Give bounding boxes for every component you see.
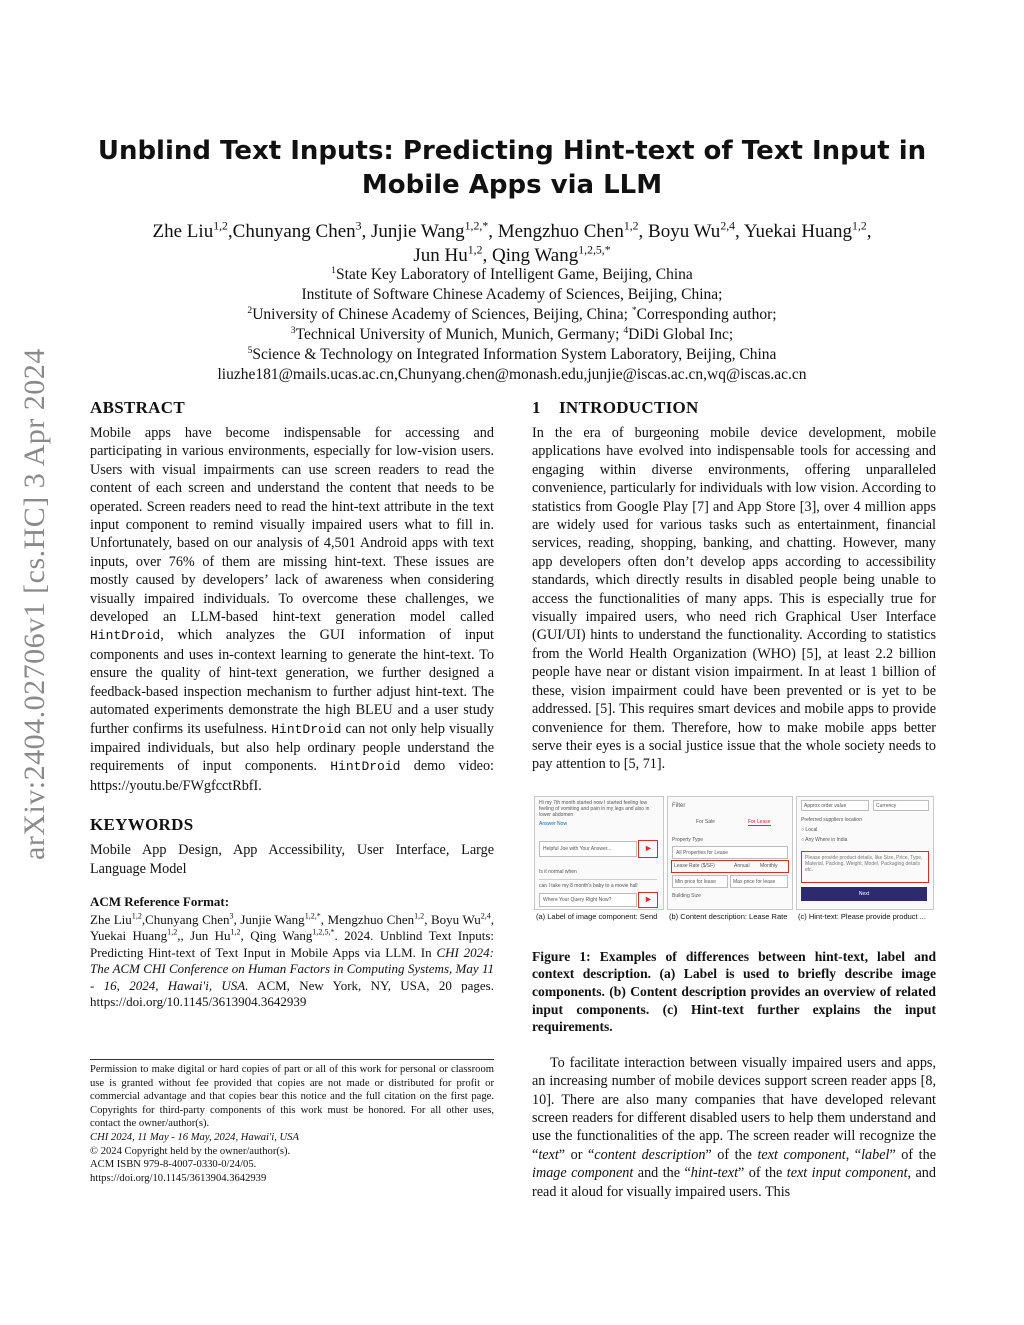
intro-para-1: In the era of burgeoning mobile device development, mobile applications have evolved into indispensable tools for accessing and engaging within diverse environments, offering unparalleled convenience, particularly for individuals with low vision. According to statistics from Google Play [7] and App Store [3], over 4 million apps are widely used for various tasks such as entertainment, financial services, reading, shopping, banking, and chatting. However, many app developers often don’t develop apps according to accessibility standards, which directly results in disabled people being unable to access the functionalities of many apps. This is especially true for visually impaired users, who need rich Graphical User Interface (GUI/UI) hints to understand the functionality. According to statistics from the World Health Organization (WHO) [5], at least 2.2 billion people have near or distant vision impairment. In at least 1 billion of these, vision impairment could have been prevented or is yet to be addressed. [5]. This requires smart devices and mobile apps to provide convenience for them. Therefore, how to make mobile apps better serve their eyes is a social justice issue that the whole society needs to pay attention to [5, 71]. — [532, 425, 936, 773]
figure-1-caption: Figure 1: Examples of differences between hint-text, label and context description. (a) Label is used to briefly describe image components. (b) Content description provides an overview of related input components. (c) Hint-text further explains the input requirements. — [532, 948, 936, 1035]
left-column — [90, 398, 494, 1010]
authors — [80, 220, 944, 268]
authors-line-1: Zhe Liu$^{1,2}$,Chunyang Chen$^3$, Junjie Wang$^{1,2,*}$, Mengzhuo Chen$^{1,2}$, Boyu Wu$^{2,4}$, Yuekai Huang$^{1,2}$, — [152, 219, 872, 242]
acm-reference-text: Zhe Liu$^{1,2}$,Chunyang Chen$^3$, Junjie Wang$^{1,2,*}$, Mengzhuo Chen$^{1,2}$, Boyu Wu$^{2,4}$, Yuekai Huang$^{1,2}$,, Jun Hu$^{1,2}$, Qing Wang$^{1,2,5,*}$. 2024. Unblind Text Inputs: Predicting Hint-text of Text Input in Mobile Apps via LLM. In CHI 2024: The ACM CHI Conference on Human Factors in Computing Systems, May 11 - 16, 2024, Hawai'i, USA. ACM, New York, NY, USA, 20 pages. https://doi.org/10.1145/3613904.3642939 — [90, 911, 495, 1009]
ui-c-anywhere: ○ Any Where in India — [801, 836, 848, 843]
affiliation-2: $^2$University of Chinese Academy of Sciences, Beijing, China; *Corresponding author; — [247, 304, 777, 323]
keywords-text: Mobile App Design, App Accessibility, User Interface, Large Language Model — [90, 842, 494, 877]
subcaption-c: (c) Hint-text: Please provide product ... — [798, 911, 926, 921]
ui-b-min-price: Min price for lease — [672, 875, 728, 888]
keywords-heading: KEYWORDS — [90, 815, 194, 835]
ui-c-order-value: Approx order value — [801, 800, 869, 811]
ui-b-filter: Filter — [672, 802, 686, 809]
figure-subcaptions — [532, 912, 936, 924]
figure-panel-b — [667, 796, 793, 910]
ui-b-for-sale: For Sale — [696, 818, 715, 825]
right-column — [532, 398, 936, 1201]
intro-heading: 1 INTRODUCTION — [532, 398, 699, 417]
authors-line-2: Jun Hu$^{1,2}$, Qing Wang$^{1,2,5,*}$ — [413, 243, 611, 266]
affiliations — [80, 265, 944, 385]
ui-a-question: Hi my 7th month started now I started feeling low feeling of vomiting and pain in my legs and also in lower abdomen — [539, 799, 650, 818]
affiliation-1b: Institute of Software Chinese Academy of Sciences, Beijing, China; — [301, 286, 723, 303]
paper-title: Unblind Text Inputs: Predicting Hint-text of Text Input in Mobile Apps via LLM — [97, 136, 927, 200]
send-icon-highlight-2: ► — [638, 892, 658, 908]
ui-b-property-select: All Properties for Lease — [672, 846, 788, 859]
abstract-text: Mobile apps have become indispensable for accessing and participating in various environments, especially for low-vision users. Users with visual impairments can use screen readers to read the content of each screen and understand the content that needs to be operated. Screen readers need to read the hint-text attribute in the text input component to remind visually impaired users what to fill in. Unfortunately, based on our analysis of 4,501 Android apps with text inputs, over 76% of them are missing hint-text. These issues are mostly caused by developers’ lack of awareness when considering visually impaired individuals. To overcome these challenges, we developed an LLM-based hint-text generation model called HintDroid, which analyzes the GUI information of input components and uses in-context learning to generate the hint-text. To ensure the quality of hint-text generation, we further designed a feedback-based inspection mechanism to further adjust hint-text. The automated experiments demonstrate the high BLEU and a user study further confirms its usefulness. HintDroid can not only help visually impaired individuals, but also help ordinary people understand the requirements of input components. HintDroid demo video: https://youtu.be/FWgfcctRbfI. — [90, 425, 494, 794]
figure-1 — [534, 796, 934, 906]
author-emails: liuzhe181@mails.ucas.ac.cn,Chunyang.chen@monash.edu,junjie@iscas.ac.cn,wq@iscas.ac.cn — [217, 366, 807, 383]
figure-panel-c — [796, 796, 934, 910]
footnote-permission: Permission to make digital or hard copies of part or all of this work for personal or classroom use is granted without fee provided that copies are not made or distributed for profit or commercial advantage and that copies bear this notice and the full citation on the first page. Copyrights for third-party components of this work must be honored. For all other uses, contact the owner/author(s). — [90, 1064, 494, 1130]
abstract-heading: ABSTRACT — [90, 398, 185, 417]
ui-c-currency: Currency — [873, 800, 929, 811]
ui-c-local: ○ Local — [801, 826, 818, 833]
subcaption-a: (a) Label of image component: Send — [536, 911, 658, 921]
affiliation-5: $^5$Science & Technology on Integrated Information System Laboratory, Beijing, China — [247, 344, 777, 363]
copyright-footnote — [90, 1059, 494, 1185]
ui-b-property-type: Property Type — [672, 836, 704, 843]
ui-c-next-button: Next — [801, 887, 927, 901]
ui-a-normal: Is it normal when — [539, 868, 577, 875]
ui-a-query-input: Where Your Query Right Now? — [539, 893, 637, 907]
ui-b-for-lease: For Lease — [748, 818, 771, 825]
acm-reference-heading: ACM Reference Format: — [90, 893, 230, 909]
footnote-copyright: © 2024 Copyright held by the owner/author(s). — [90, 1145, 291, 1157]
lease-rate-highlight: Lease Rate ($/SF) Annual Monthly — [671, 860, 789, 873]
send-icon-highlight: ► — [638, 840, 658, 858]
footnote-doi: https://doi.org/10.1145/3613904.3642939 — [90, 1172, 267, 1184]
ui-b-max-price: Max price for lease — [730, 875, 788, 888]
hint-text-highlight: Please provide product details, like Size, Price, Type, Material, Packing, Weight, Model, Packaging details etc. — [801, 851, 929, 883]
intro-para-2: To facilitate interaction between visually impaired users and apps, an increasing number of mobile devices support screen reader apps [8, 10]. There are also many companies that have developed relevant screen readers for different disabled users to help them understand and use the functionalities of the app. The screen reader will recognize the “text” or “content description” of the text component, “label” of the image component and the “hint-text” of the text input component, and read it aloud for visually impaired users. This — [532, 1054, 936, 1200]
subcaption-b: (b) Content description: Lease Rate — [669, 911, 788, 921]
affiliation-1: $^1$State Key Laboratory of Intelligent Game, Beijing, China — [331, 264, 693, 283]
footnote-isbn: ACM ISBN 979-8-4007-0330-0/24/05. — [90, 1159, 257, 1171]
figure-panel-a — [534, 796, 664, 910]
ui-b-building-size: Building Size — [672, 892, 701, 899]
ui-a-answer-now: Answer Now — [539, 820, 568, 827]
arxiv-stamp: arXiv:2404.02706v1 [cs.HC] 3 Apr 2024 — [18, 348, 51, 860]
ui-a-movie: can I take my 8 month's baby to a movie hall — [539, 882, 638, 889]
footnote-venue: CHI 2024, 11 May - 16 May, 2024, Hawai'i, USA — [90, 1131, 299, 1143]
ui-a-answer-input: Helpful Joe with Your Answer... — [539, 841, 637, 857]
ui-c-location-label: Preferred suppliers location — [801, 816, 862, 823]
affiliation-3: $^3$Technical University of Munich, Munich, Germany; $^4$DiDi Global Inc; — [290, 324, 734, 343]
